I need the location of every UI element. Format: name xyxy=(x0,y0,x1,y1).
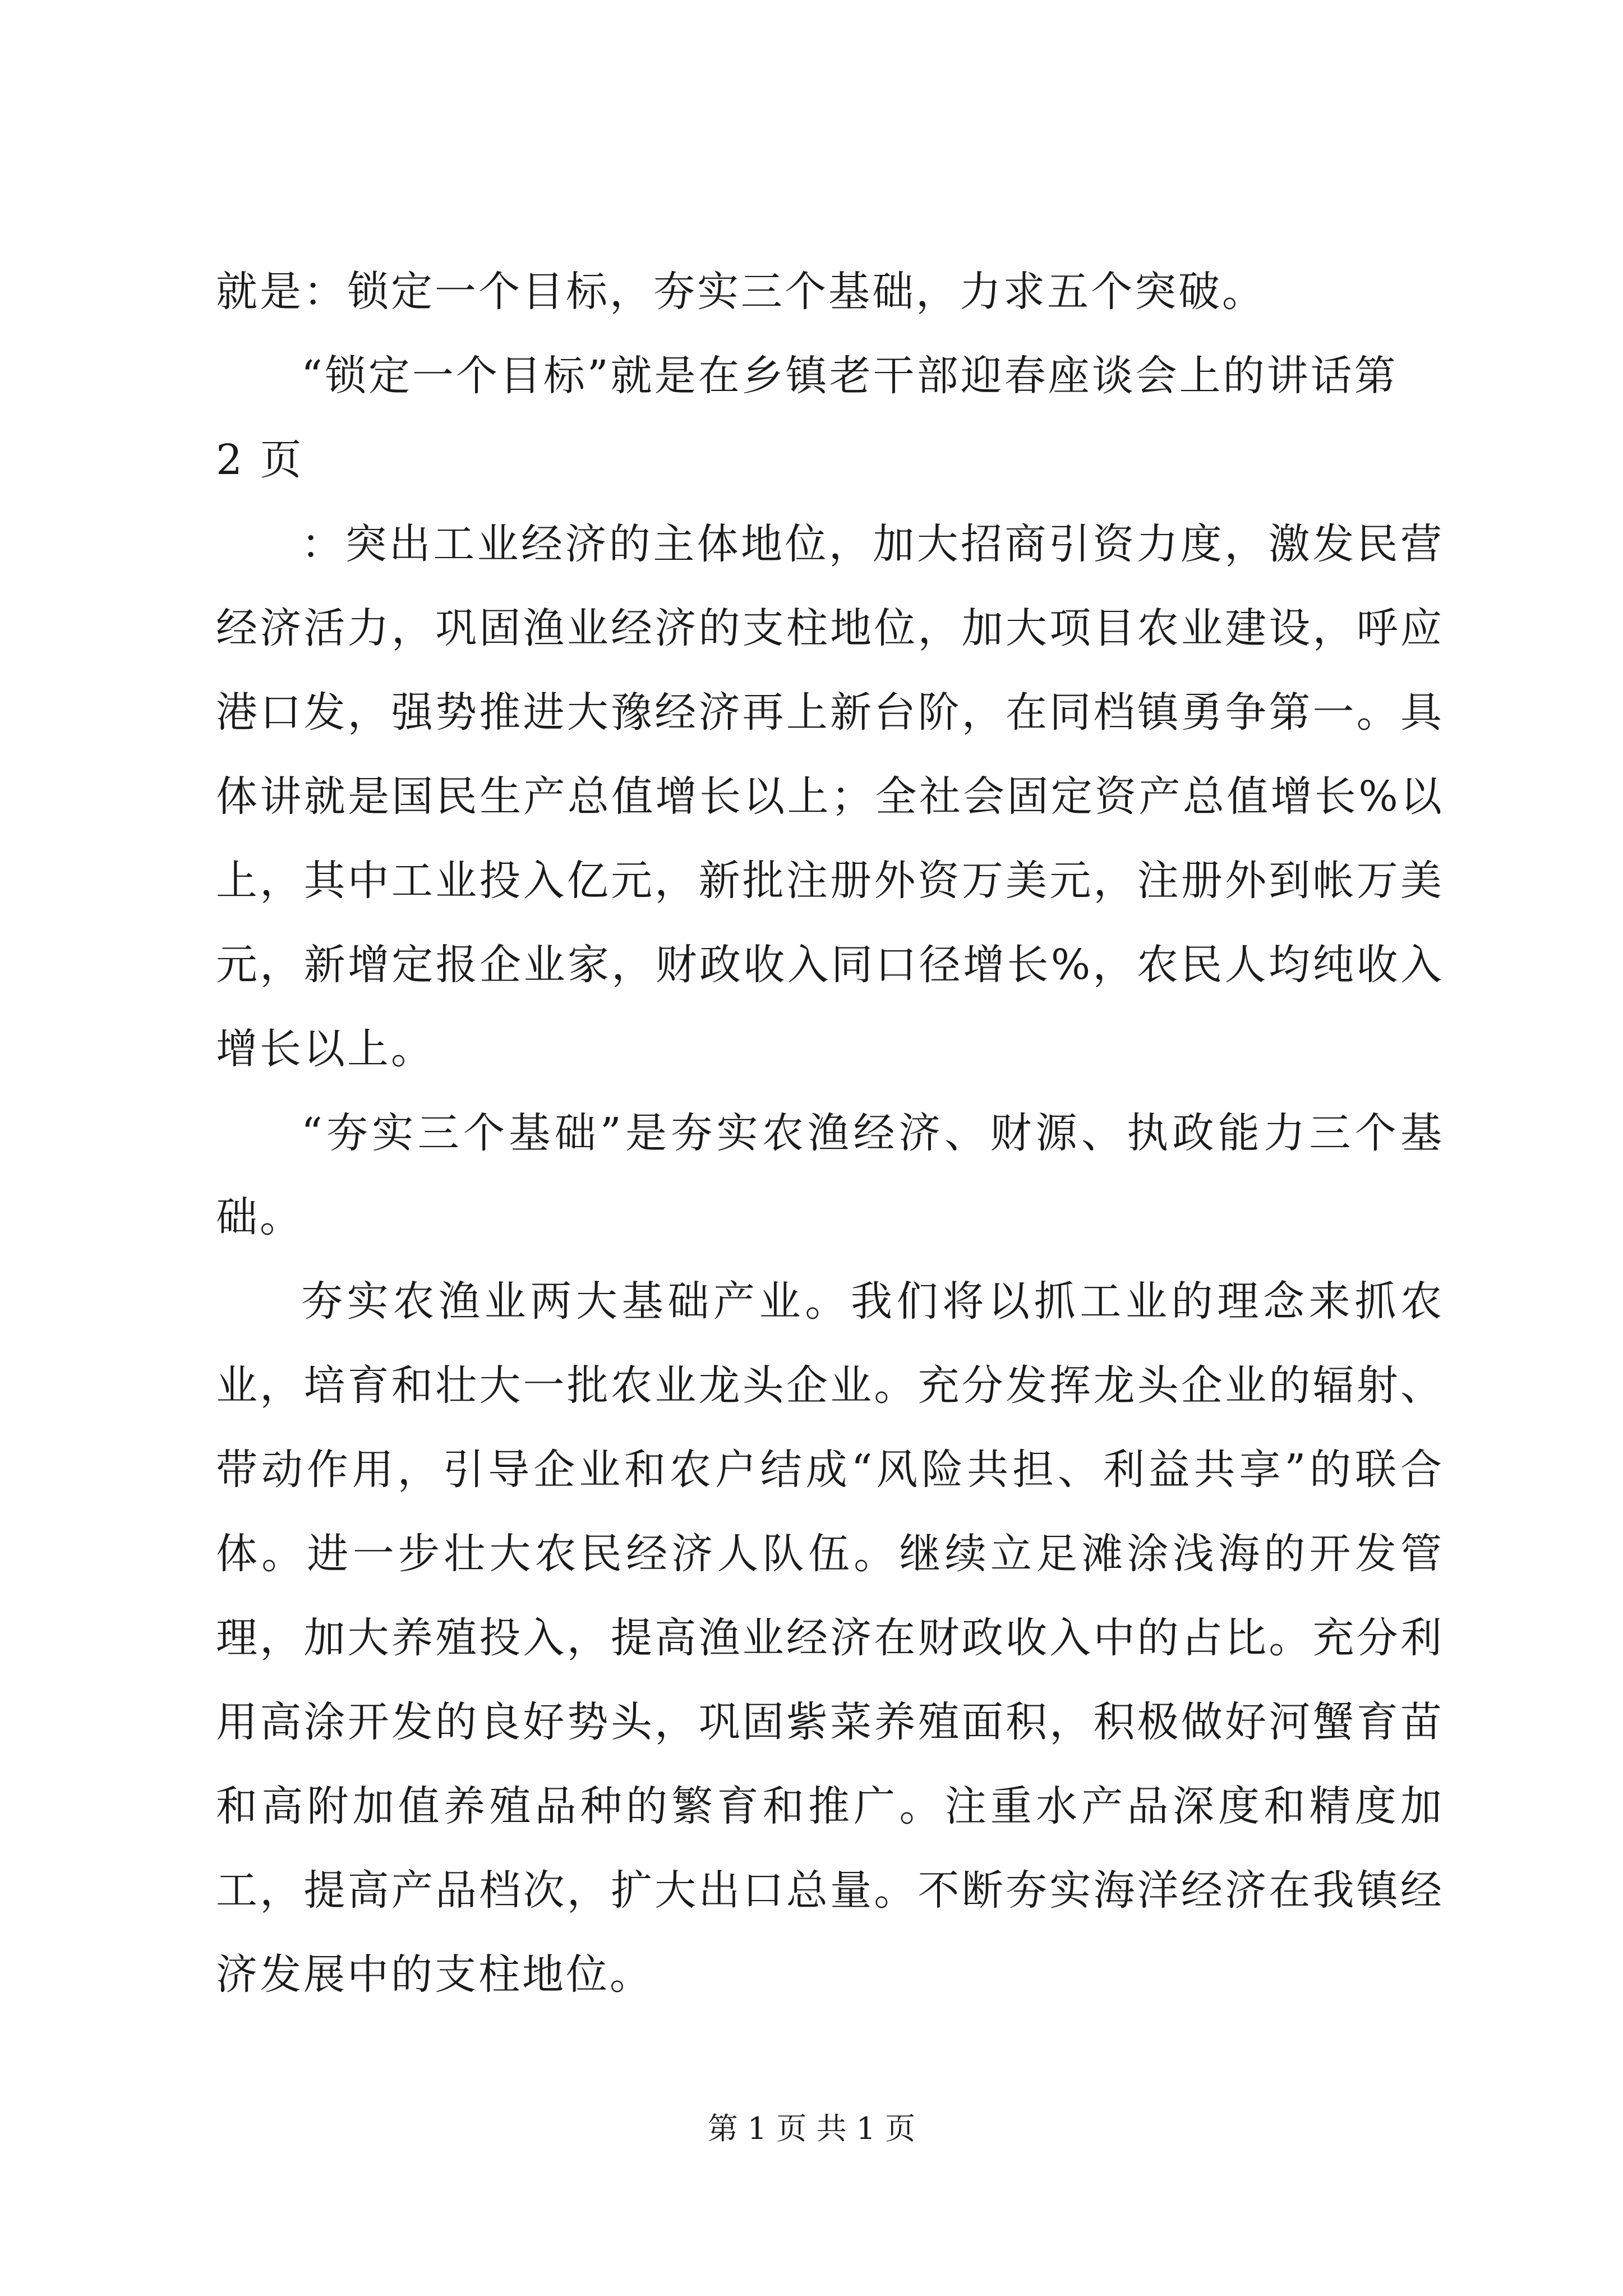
page-footer: 第 1 页 共 1 页 xyxy=(707,2111,916,2146)
page-break-marker: 2 页 xyxy=(216,436,304,484)
paragraph-2: “锁定一个目标”就是在乡镇老干部迎春座谈会上的讲话第 xyxy=(301,352,1398,400)
document-body xyxy=(216,250,1444,2017)
paragraph-5: 夯实农渔业两大基础产业。我们将以抓工业的理念来抓农业，培育和壮大一批农业龙头企业。充分发挥龙头企业的辐射、带动作用，引导企业和农户结成“风险共担、利益共享”的联合体。进一步壮大农民经济人队伍。继续立足滩涂浅海的开发管理，加大养殖投入，提高渔业经济在财政收入中的占比。充分利用高涂开发的良好势头，巩固紫菜养殖面积，积极做好河蟹育苗和高附加值养殖品种的繁育和推广。注重水产品深度和精度加工，提高产品档次，扩大出口总量。不断夯实海洋经济在我镇经济发展中的支柱地位。 xyxy=(216,1277,1444,1999)
paragraph-3: ：突出工业经济的主体地位，加大招商引资力度，激发民营经济活力，巩固渔业经济的支柱地位，加大项目农业建设，呼应港口发，强势推进大豫经济再上新台阶，在同档镇勇争第一。具体讲就是国民生产总值增长以上；全社会固定资产总值增长%以上，其中工业投入亿元，新批注册外资万美元，注册外到帐万美元，新增定报企业家，财政收入同口径增长%，农民人均纯收入增长以上。 xyxy=(216,520,1444,1073)
paragraph-4: “夯实三个基础”是夯实农渔经济、财源、执政能力三个基础。 xyxy=(216,1109,1444,1241)
paragraph-1: 就是：锁定一个目标，夯实三个基础，力求五个突破。 xyxy=(216,268,1266,316)
